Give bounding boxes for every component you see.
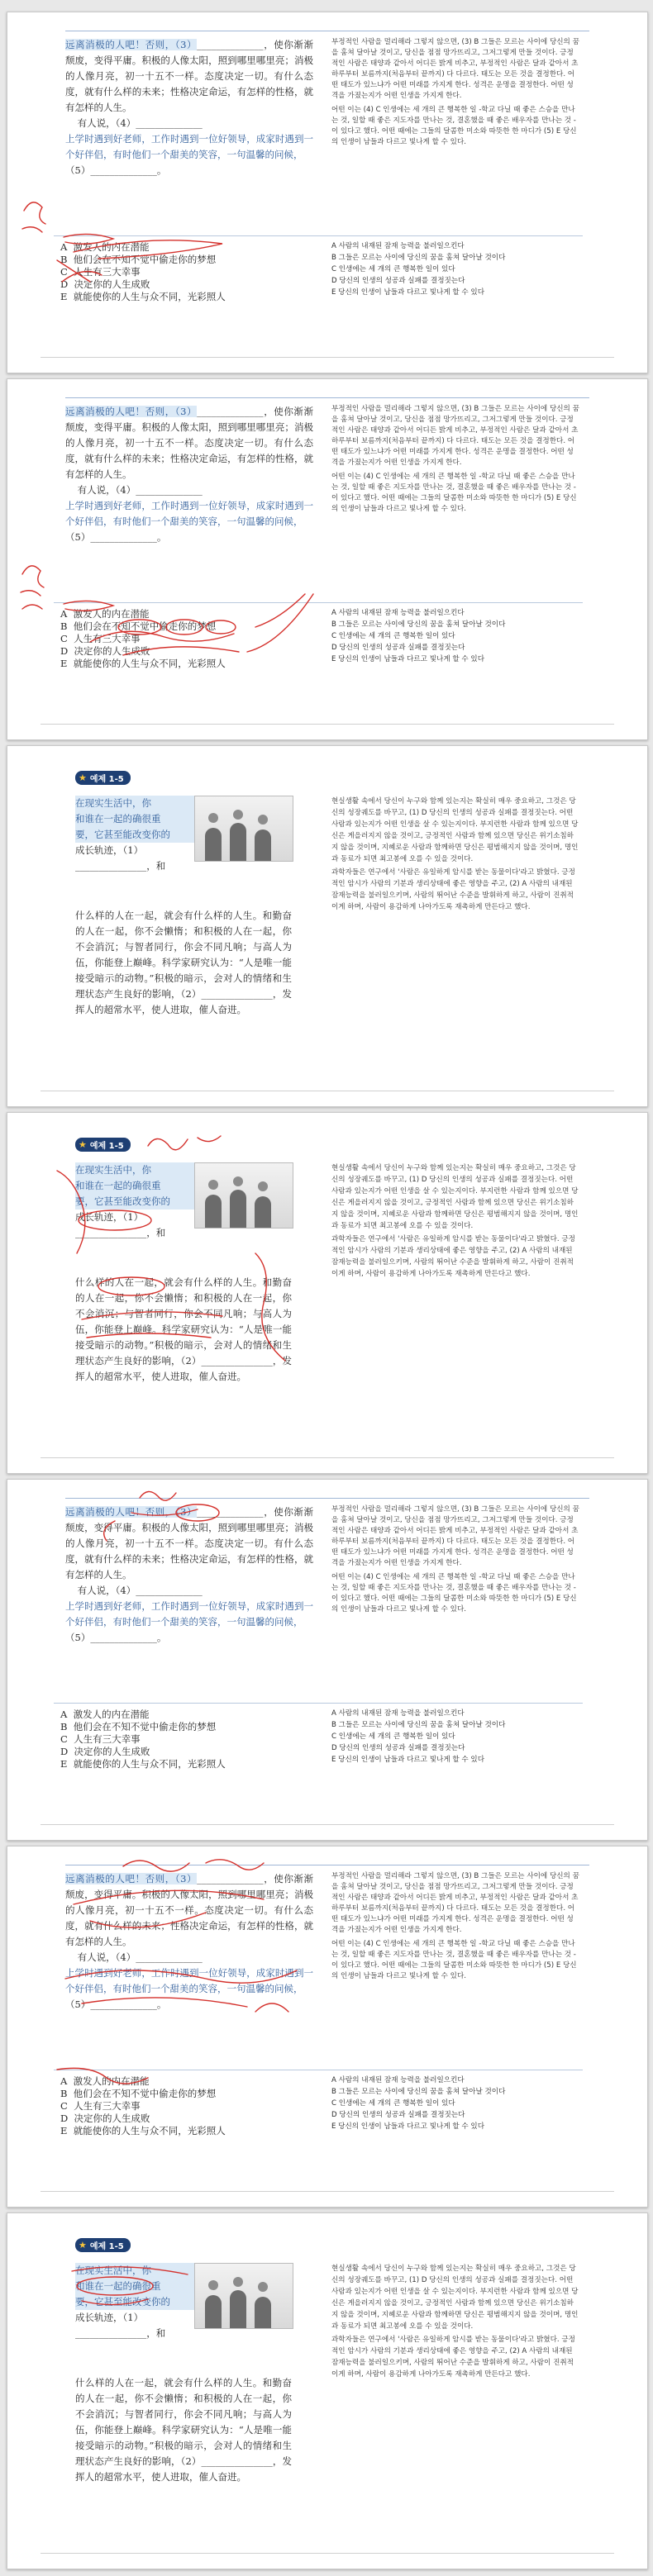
ko-choice-letter: E: [331, 288, 336, 297]
slide-example-clean: [7, 745, 648, 1107]
ko-choice: [331, 654, 579, 665]
ko-choice: [331, 620, 579, 630]
choice-text: 他们会在不知不觉中偷走你的梦想: [73, 2088, 217, 2099]
choices-korean: [331, 2075, 579, 2133]
passage-chinese: [65, 1871, 313, 2013]
slide-passage-annotated-2: [7, 1479, 648, 1841]
choices-chinese: [60, 241, 308, 303]
choice-text: 决定你的人生成败: [74, 645, 150, 657]
people-photo: [194, 2263, 293, 2329]
example-chinese-body: 什么样的人在一起，就会有什么样的人生。和勤奋的人在一起，你不会懒惰；和积极的人在一起，你不会消沉；与智者同行，你会不同凡响；与高人为伍，你能登上巅峰。科学家研究认为：“人是唯一能接受暗示的动物。”积极的暗示，会对人的情绪和生理状态产生良好的影响，（2）_______________，发挥人的超常水平，使人进取，催人奋进。: [75, 1276, 292, 1382]
choice-box: [54, 235, 583, 304]
choice-item: [60, 633, 308, 645]
choice-letter: A: [60, 2075, 68, 2087]
choice-item: [60, 2113, 308, 2125]
choices-chinese: [60, 2075, 308, 2137]
choice-letter: C: [60, 2100, 68, 2112]
choice-item: [60, 1709, 308, 1721]
bottom-rule: [41, 2553, 614, 2554]
ko-choice-letter: A: [331, 2076, 336, 2084]
slide-example-annotated: [7, 1112, 648, 1474]
korean-paragraph-1: 부정적인 사람을 멀리해라 그렇지 않으면, (3) B 그들은 모르는 사이에 당신의 꿈을 훔쳐 달아날 것이고, 당신을 점점 망가뜨리고, 그저그렇게 만들 것이다. 긍정적인 사람은 태양과 같아서 어디든 밝게 비추고, 부정적인 사람은 달과 같아서 초하루부터 보름까지(처음부터 끝까지) 다 다르다. 태도는 모든 것을 결정한다. 어떤 태도가 있느냐가 어떤 미래를 가지게 한다. 성격은 운명을 결정한다. 어떤 성격을 가졌는지가 어떤 인생을 가지게 한다.: [331, 38, 579, 100]
passage-paragraph-2-blue: 上学时遇到好老师，工作时遇到一位好领导，成家时遇到一个好伴侣，有时他们一个甜美的笑容，一句温馨的问候，: [65, 1600, 313, 1628]
example-chinese-body: 什么样的人在一起，就会有什么样的人生。和勤奋的人在一起，你不会懒惰；和积极的人在一起，你不会消沉；与智者同行，你会不同凡响；与高人为伍，你能登上巅峰。科学家研究认为：“人是唯一能接受暗示的动物。”积极的暗示，会对人的情绪和生理状态产生良好的影响，（2）_______________，发挥人的超常水平，使人进取，催人奋进。: [75, 2377, 292, 2483]
ko-choice-text: 당신의 인생의 성공과 실패를 결정짓는다: [339, 2111, 465, 2119]
choice-text: 就能使你的人生与众不同，光彩照人: [73, 2125, 226, 2136]
choice-item: [60, 291, 308, 303]
ko-choice-letter: B: [331, 1721, 336, 1729]
example-korean: [331, 1162, 579, 1280]
ko-choice-text: 사람의 내재된 잠재 능력을 불러일으킨다: [338, 242, 465, 250]
ko-choice-text: 당신의 인생이 남들과 다르고 빛나게 할 수 있다: [338, 1756, 485, 1764]
choice-text: 就能使你的人生与众不同，光彩照人: [73, 658, 226, 669]
choice-item: [60, 2125, 308, 2137]
choice-item: [60, 1733, 308, 1746]
passage-chinese: [65, 1504, 313, 1646]
choice-text: 决定你的人生成败: [74, 2113, 150, 2124]
ko-choice-text: 인생에는 세 개의 큰 행복한 일이 있다: [338, 265, 455, 273]
ko-choice: [331, 264, 579, 275]
ko-choice-text: 사람의 내재된 잠재 능력을 불러일으킨다: [338, 609, 465, 617]
ko-choice: [331, 2110, 579, 2121]
zh-line: 在现实生活中，你: [75, 796, 292, 811]
passage-paragraph-2-head: 有人说，（4）: [77, 1585, 136, 1596]
ko-choice: [331, 253, 579, 264]
passage-korean: [331, 37, 579, 148]
blank-4: ______________: [136, 117, 203, 129]
zh-line: _______________，和: [75, 860, 166, 872]
ko-choice-letter: B: [331, 2088, 336, 2096]
period: 。: [156, 164, 167, 176]
blank-5-label: （5）: [65, 531, 91, 543]
ko-choice: [331, 2098, 579, 2109]
choice-text: 决定你的人生成败: [74, 278, 150, 290]
zh-line: 成长轨迹，（1）: [75, 1211, 144, 1223]
ko-choice-text: 사람의 내재된 잠재 능력을 불러일으킨다: [338, 2076, 465, 2084]
zh-line: 和谁在一起的确很重: [75, 811, 292, 827]
choice-item: [60, 2088, 308, 2100]
star-icon: ★: [79, 772, 87, 783]
ko-body-1: 현실생활 속에서 당신이 누구와 함께 있는지는 확실히 매우 중요하고, 그것은 당신의 성장궤도를 바꾸고, (1) D 당신의 인생의 성공과 실패를 결정짓는다. 어떤 사람과 있는지가 어떤 인생을 살 수 있는지이다. 부지런한 사람과 함께 있으면 당신은 게을러지지 않을 것이고, 긍정적인 사람과 함께 있으면 당신은 위기소침하지 않을 것이며, 지혜로운 사람과 함께하면 당신은 평범해지지 않을 것이며, 명인과 동료가 되면 최고봉에 오를 수 있을 것이다.: [331, 2265, 579, 2331]
star-icon: ★: [79, 2239, 87, 2250]
period: 。: [156, 1999, 167, 2010]
choice-text: 就能使你的人生与众不同，光彩照人: [73, 1758, 226, 1770]
ko-choice-letter: E: [331, 2122, 336, 2131]
passage-paragraph-2-blue: 上学时遇到好老师，工作时遇到一位好领导，成家时遇到一个好伴侣，有时他们一个甜美的笑容，一句温馨的问候，: [65, 133, 313, 160]
choice-letter: B: [60, 254, 68, 265]
choice-item: [60, 266, 308, 278]
ko-body-2: 과학자들은 연구에서 '사람은 유일하게 암시를 받는 동물이다'라고 밝혔다. 긍정적인 암시가 사람의 기분과 생리상태에 좋은 영향을 주고, (2) A 사람의 내재된 잠재능력을 불러일으키며, 사람의 뛰어난 수준을 발휘하게 하고, 사람이 진취적이게 하며, 사람이 용감하게 나아가도록 재촉하게 만든다고 했다.: [331, 868, 575, 911]
blank-3: ______________: [197, 406, 264, 417]
ko-choice: [331, 1743, 579, 1754]
choice-item: [60, 645, 308, 658]
choice-letter: E: [60, 658, 68, 669]
ko-choice-letter: C: [331, 1732, 337, 1741]
choice-text: 激发人的内在潜能: [73, 2075, 150, 2087]
choice-item: [60, 1746, 308, 1758]
zh-line: _______________，和: [75, 2327, 166, 2339]
passage-paragraph-1: ，使你渐渐颓废，变得平庸。积极的人像太阳，照到哪里哪里亮；消极的人像月亮，初一十五不一样。态度决定一切。有什么态度，就有什么样的未来；性格决定命运，有怎样的性格，就有怎样的人生。: [65, 406, 313, 480]
choice-item: [60, 1721, 308, 1733]
passage-chinese: [65, 404, 313, 545]
ko-choice-letter: E: [331, 655, 336, 663]
choice-letter: B: [60, 1721, 68, 1732]
blank-5: ______________: [90, 1632, 157, 1643]
ko-choice-letter: A: [331, 1709, 336, 1718]
zh-line: 要，它甚至能改变你的: [75, 1194, 292, 1210]
ko-choice-text: 인생에는 세 개의 큰 행복한 일이 있다: [338, 2099, 455, 2108]
top-rule: [65, 1498, 589, 1499]
choice-item: [60, 254, 308, 266]
star-icon: ★: [79, 1138, 87, 1150]
ko-choice: [331, 643, 579, 654]
passage-chinese: [65, 37, 313, 178]
korean-paragraph-2: 어떤 이는 (4) C 인생에는 세 개의 큰 행복한 일 -학교 다닐 때 좋은 스승을 만나는 것, 일할 때 좋은 지도자를 만나는 것, 결혼했을 때 좋은 배우자를 만나는 것 - 이 있다고 했다. 어떤 때에는 그들의 달콤한 미소와 따뜻한 한 마디가 (5) E 당신의 인생이 남들과 다르고 빛나게 할 수 있다.: [331, 1940, 577, 1980]
zh-line: 要，它甚至能改变你的: [75, 827, 292, 843]
choice-text: 人生有三大幸事: [74, 2100, 141, 2112]
choice-text: 就能使你的人生与众不同，光彩照人: [73, 291, 226, 302]
badge-pill: [75, 2238, 131, 2252]
choice-text: 人生有三大幸事: [74, 266, 141, 278]
choice-box: [54, 2070, 583, 2138]
ko-choice-text: 그들은 모르는 사이에 당신의 꿈을 훔쳐 달아날 것이다: [338, 620, 506, 629]
ko-choice: [331, 2122, 579, 2132]
zh-line: 要，它甚至能改变你的: [75, 2294, 292, 2310]
ko-choice-text: 사람의 내재된 잠재 능력을 불러일으킨다: [338, 1709, 465, 1718]
choice-letter: D: [60, 1746, 69, 1757]
zh-line: _______________，和: [75, 1227, 166, 1238]
choice-letter: C: [60, 266, 68, 278]
choice-letter: A: [60, 608, 68, 620]
choice-text: 激发人的内在潜能: [73, 241, 150, 253]
choices-chinese: [60, 1709, 308, 1770]
choice-item: [60, 2075, 308, 2088]
ko-body-1: 현실생활 속에서 당신이 누구와 함께 있는지는 확실히 매우 중요하고, 그것은 당신의 성장궤도를 바꾸고, (1) D 당신의 인생의 성공과 실패를 결정짓는다. 어떤 사람과 있는지가 어떤 인생을 살 수 있는지이다. 부지런한 사람과 함께 있으면 당신은 게을러지지 않을 것이고, 긍정적인 사람과 함께 있으면 당신은 위기소침하지 않을 것이며, 지혜로운 사람과 함께하면 당신은 평범해지지 않을 것이며, 명인과 동료가 되면 최고봉에 오를 수 있을 것이다.: [331, 1164, 579, 1230]
ko-choice-letter: A: [331, 609, 336, 617]
blank-5-label: （5）: [65, 1999, 91, 2010]
korean-paragraph-2: 어떤 이는 (4) C 인생에는 세 개의 큰 행복한 일 -학교 다닐 때 좋은 스승을 만나는 것, 일할 때 좋은 지도자를 만나는 것, 결혼했을 때 좋은 배우자를 만나는 것 - 이 있다고 했다. 어떤 때에는 그들의 달콤한 미소와 따뜻한 한 마디가 (5) E 당신의 인생이 남들과 다르고 빛나게 할 수 있다.: [331, 106, 577, 146]
choice-box: [54, 602, 583, 671]
choice-text: 激发人的内在潜能: [73, 1709, 150, 1720]
ko-choice-letter: D: [331, 277, 337, 285]
bottom-rule: [41, 2191, 614, 2192]
ko-choice-letter: D: [331, 1744, 337, 1752]
choice-text: 人生有三大幸事: [74, 633, 141, 644]
period: 。: [156, 1632, 167, 1643]
choice-text: 他们会在不知不觉中偷走你的梦想: [73, 1721, 217, 1732]
passage-korean: [331, 1504, 579, 1615]
passage-paragraph-1: ，使你渐渐颓废，变得平庸。积极的人像太阳，照到哪里哪里亮；消极的人像月亮，初一十五不一样。态度决定一切。有什么态度，就有什么样的未来；性格决定命运，有怎样的性格，就有怎样的人生。: [65, 1873, 313, 1947]
blank-5: ______________: [90, 531, 157, 543]
choice-item: [60, 620, 308, 633]
ko-choice-text: 당신의 인생이 남들과 다르고 빛나게 할 수 있다: [338, 2122, 485, 2131]
ko-body-2: 과학자들은 연구에서 '사람은 유일하게 암시를 받는 동물이다'라고 밝혔다. 긍정적인 암시가 사람의 기분과 생리상태에 좋은 영향을 주고, (2) A 사람의 내재된 잠재능력을 불러일으키며, 사람의 뛰어난 수준을 발휘하게 하고, 사람이 진취적이게 하며, 사람이 용감하게 나아가도록 재촉하게 만든다고 했다.: [331, 2336, 575, 2379]
ko-body-2: 과학자들은 연구에서 '사람은 유일하게 암시를 받는 동물이다'라고 밝혔다. 긍정적인 암시가 사람의 기분과 생리상태에 좋은 영향을 주고, (2) A 사람의 내재된 잠재능력을 불러일으키며, 사람의 뛰어난 수준을 발휘하게 하고, 사람이 진취적이게 하며, 사람이 용감하게 나아가도록 재촉하게 만든다고 했다.: [331, 1235, 575, 1278]
ko-choice-letter: B: [331, 620, 336, 629]
bottom-rule: [41, 724, 614, 725]
choices-korean: [331, 241, 579, 299]
example-badge: [75, 2238, 131, 2251]
zh-line: 成长轨迹，（1）: [75, 2312, 144, 2323]
choice-item: [60, 658, 308, 670]
ko-choice-letter: D: [331, 644, 337, 652]
korean-paragraph-1: 부정적인 사람을 멀리해라 그렇지 않으면, (3) B 그들은 모르는 사이에 당신의 꿈을 훔쳐 달아날 것이고, 당신을 점점 망가뜨리고, 그저그렇게 만들 것이다. 긍정적인 사람은 태양과 같아서 어디든 밝게 비추고, 부정적인 사람은 달과 같아서 초하루부터 보름까지(처음부터 끝까지) 다 다르다. 태도는 모든 것을 결정한다. 어떤 태도가 있느냐가 어떤 미래를 가지게 한다. 성격은 운명을 결정한다. 어떤 성격을 가졌는지가 어떤 인생을 가지게 한다.: [331, 1872, 579, 1934]
blank-3: ______________: [197, 1873, 264, 1884]
blank-4: ______________: [136, 1585, 203, 1596]
blank-5-label: （5）: [65, 164, 91, 176]
passage-title: 远离消极的人吧！否则，（3）: [65, 1506, 198, 1518]
choice-item: [60, 608, 308, 620]
passage-paragraph-1: ，使你渐渐颓废，变得平庸。积极的人像太阳，照到哪里哪里亮；消极的人像月亮，初一十五不一样。态度决定一切。有什么态度，就有什么样的未来；性格决定命运，有怎样的性格，就有怎样的人生。: [65, 1506, 313, 1580]
zh-line: 在现实生活中，你: [75, 1162, 292, 1178]
ko-choice-text: 당신의 인생의 성공과 실패를 결정짓는다: [339, 644, 465, 652]
zh-line: 和谁在一起的确很重: [75, 1178, 292, 1194]
passage-paragraph-2-head: 有人说，（4）: [77, 117, 136, 129]
ko-choice-text: 인생에는 세 개의 큰 행복한 일이 있다: [338, 1732, 455, 1741]
choice-item: [60, 241, 308, 254]
ko-choice: [331, 608, 579, 619]
ko-choice: [331, 1755, 579, 1766]
ko-choice-letter: C: [331, 265, 337, 273]
bottom-rule: [41, 1457, 614, 1458]
ko-choice-text: 그들은 모르는 사이에 당신의 꿈을 훔쳐 달아날 것이다: [338, 254, 506, 262]
badge-label: 예제 1-5: [89, 774, 124, 784]
ko-choice-text: 인생에는 세 개의 큰 행복한 일이 있다: [338, 632, 455, 640]
period: 。: [156, 531, 167, 543]
ko-choice: [331, 2075, 579, 2086]
example-korean: [331, 796, 579, 913]
badge-pill: [75, 1138, 131, 1152]
people-photo: [194, 1162, 293, 1229]
choice-text: 人生有三大幸事: [74, 1733, 141, 1745]
passage-title: 远离消极的人吧！否则，（3）: [65, 406, 198, 417]
korean-paragraph-1: 부정적인 사람을 멀리해라 그렇지 않으면, (3) B 그들은 모르는 사이에 당신의 꿈을 훔쳐 달아날 것이고, 당신을 점점 망가뜨리고, 그저그렇게 만들 것이다. 긍정적인 사람은 태양과 같아서 어디든 밝게 비추고, 부정적인 사람은 달과 같아서 초하루부터 보름까지(처음부터 끝까지) 다 다르다. 태도는 모든 것을 결정한다. 어떤 태도가 있느냐가 어떤 미래를 가지게 한다. 성격은 운명을 결정한다. 어떤 성격을 가졌는지가 어떤 인생을 가지게 한다.: [331, 405, 579, 467]
choice-letter: A: [60, 1709, 68, 1720]
blank-3: ______________: [197, 39, 264, 50]
zh-line: 在现实生活中，你: [75, 2263, 292, 2279]
ko-choice-text: 당신의 인생의 성공과 실패를 결정짓는다: [339, 1744, 465, 1752]
choice-item: [60, 278, 308, 291]
ko-choice-letter: B: [331, 254, 336, 262]
passage-korean: [331, 1871, 579, 1982]
choices-korean: [331, 1709, 579, 1766]
ko-choice-letter: D: [331, 2111, 337, 2119]
ko-choice: [331, 241, 579, 252]
ko-choice-letter: A: [331, 242, 336, 250]
passage-paragraph-1: ，使你渐渐颓废，变得平庸。积极的人像太阳，照到哪里哪里亮；消极的人像月亮，初一十五不一样。态度决定一切。有什么态度，就有什么样的未来；性格决定命运，有怎样的性格，就有怎样的人生。: [65, 39, 313, 113]
choice-letter: B: [60, 2088, 68, 2099]
bottom-rule: [41, 1824, 614, 1825]
passage-paragraph-2-blue: 上学时遇到好老师，工作时遇到一位好领导，成家时遇到一个好伴侣，有时他们一个甜美的笑容，一句温馨的问候，: [65, 500, 313, 527]
example-badge: [75, 771, 131, 784]
example-korean: [331, 2263, 579, 2380]
choice-text: 他们会在不知不觉中偷走你的梦想: [73, 620, 217, 632]
choice-letter: C: [60, 1733, 68, 1745]
ko-body-1: 현실생활 속에서 당신이 누구와 함께 있는지는 확실히 매우 중요하고, 그것은 당신의 성장궤도를 바꾸고, (1) D 당신의 인생의 성공과 실패를 결정짓는다. 어떤 사람과 있는지가 어떤 인생을 살 수 있는지이다. 부지런한 사람과 함께 있으면 당신은 게을러지지 않을 것이고, 긍정적인 사람과 함께 있으면 당신은 위기소침하지 않을 것이며, 지혜로운 사람과 함께하면 당신은 평범해지지 않을 것이며, 명인과 동료가 되면 최고봉에 오를 수 있을 것이다.: [331, 797, 579, 863]
choice-letter: E: [60, 291, 68, 302]
choice-letter: D: [60, 645, 69, 657]
passage-title: 远离消极的人吧！否则，（3）: [65, 1873, 198, 1884]
choice-letter: D: [60, 278, 69, 290]
slide-passage-annotated: [7, 378, 648, 740]
ko-choice: [331, 631, 579, 642]
korean-paragraph-2: 어떤 이는 (4) C 인생에는 세 개의 큰 행복한 일 -학교 다닐 때 좋은 스승을 만나는 것, 일할 때 좋은 지도자를 만나는 것, 결혼했을 때 좋은 배우자를 만나는 것 - 이 있다고 했다. 어떤 때에는 그들의 달콤한 미소와 따뜻한 한 마디가 (5) E 당신의 인생이 남들과 다르고 빛나게 할 수 있다.: [331, 473, 577, 513]
choice-letter: E: [60, 2125, 68, 2136]
ko-choice-letter: C: [331, 632, 337, 640]
korean-paragraph-2: 어떤 이는 (4) C 인생에는 세 개의 큰 행복한 일 -학교 다닐 때 좋은 스승을 만나는 것, 일할 때 좋은 지도자를 만나는 것, 결혼했을 때 좋은 배우자를 만나는 것 - 이 있다고 했다. 어떤 때에는 그들의 달콤한 미소와 따뜻한 한 마디가 (5) E 당신의 인생이 남들과 다르고 빛나게 할 수 있다.: [331, 1573, 577, 1614]
ko-choice-text: 그들은 모르는 사이에 당신의 꿈을 훔쳐 달아날 것이다: [338, 2088, 506, 2096]
badge-pill: [75, 771, 131, 785]
passage-paragraph-2-head: 有人说，（4）: [77, 1951, 136, 1963]
choice-box: [54, 1703, 583, 1771]
ko-choice-letter: C: [331, 2099, 337, 2108]
badge-label: 예제 1-5: [89, 1141, 124, 1151]
ko-choice: [331, 276, 579, 287]
ko-choice-text: 그들은 모르는 사이에 당신의 꿈을 훔쳐 달아날 것이다: [338, 1721, 506, 1729]
top-rule: [65, 397, 589, 398]
slide-example-annotated-2: [7, 2212, 648, 2569]
ko-choice-text: 당신의 인생의 성공과 실패를 결정짓는다: [339, 277, 465, 285]
blank-3: ______________: [197, 1506, 264, 1518]
choice-letter: C: [60, 633, 68, 644]
ko-choice: [331, 1720, 579, 1731]
choice-item: [60, 1758, 308, 1770]
choices-chinese: [60, 608, 308, 670]
blank-5: ______________: [90, 1999, 157, 2010]
ko-choice-letter: E: [331, 1756, 336, 1764]
zh-line: 和谁在一起的确很重: [75, 2279, 292, 2294]
passage-korean: [331, 404, 579, 515]
passage-paragraph-2-blue: 上学时遇到好老师，工作时遇到一位好领导，成家时遇到一个好伴侣，有时他们一个甜美的笑容，一句温馨的问候，: [65, 1967, 313, 1994]
ko-choice: [331, 288, 579, 298]
zh-line: 成长轨迹，（1）: [75, 844, 144, 856]
ko-choice-text: 당신의 인생이 남들과 다르고 빛나게 할 수 있다: [338, 288, 485, 297]
choice-letter: B: [60, 620, 68, 632]
ko-choice: [331, 2087, 579, 2098]
blank-4: ______________: [136, 484, 203, 496]
choice-letter: D: [60, 2113, 69, 2124]
people-photo: [194, 796, 293, 862]
choice-text: 激发人的内在潜能: [73, 608, 150, 620]
ko-choice: [331, 1732, 579, 1742]
korean-paragraph-1: 부정적인 사람을 멀리해라 그렇지 않으면, (3) B 그들은 모르는 사이에 당신의 꿈을 훔쳐 달아날 것이고, 당신을 점점 망가뜨리고, 그저그렇게 만들 것이다. 긍정적인 사람은 태양과 같아서 어디든 밝게 비추고, 부정적인 사람은 달과 같아서 초하루부터 보름까지(처음부터 끝까지) 다 다르다. 태도는 모든 것을 결정한다. 어떤 태도가 있느냐가 어떤 미래를 가지게 한다. 성격은 운명을 결정한다. 어떤 성격을 가졌는지가 어떤 인생을 가지게 한다.: [331, 1505, 579, 1567]
choice-text: 决定你的人生成败: [74, 1746, 150, 1757]
blank-5: ______________: [90, 164, 157, 176]
passage-paragraph-2-head: 有人说，（4）: [77, 484, 136, 496]
choice-item: [60, 2100, 308, 2113]
choice-text: 他们会在不知不觉中偷走你的梦想: [73, 254, 217, 265]
ko-choice: [331, 1709, 579, 1719]
example-badge: [75, 1138, 131, 1151]
passage-title: 远离消极的人吧！否则，（3）: [65, 39, 198, 50]
blank-4: ______________: [136, 1951, 203, 1963]
slide-passage-annotated-3: [7, 1846, 648, 2208]
choices-korean: [331, 608, 579, 666]
ko-choice-text: 당신의 인생이 남들과 다르고 빛나게 할 수 있다: [338, 655, 485, 663]
slide-passage-clean: [7, 12, 648, 373]
choice-letter: A: [60, 241, 68, 253]
blank-5-label: （5）: [65, 1632, 91, 1643]
badge-label: 예제 1-5: [89, 2241, 124, 2251]
bottom-rule: [41, 357, 614, 358]
choice-letter: E: [60, 1758, 68, 1770]
example-chinese-body: 什么样的人在一起，就会有什么样的人生。和勤奋的人在一起，你不会懒惰；和积极的人在一起，你不会消沉；与智者同行，你会不同凡响；与高人为伍，你能登上巅峰。科学家研究认为：“人是唯一能接受暗示的动物。”积极的暗示，会对人的情绪和生理状态产生良好的影响，（2）_______________，发挥人的超常水平，使人进取，催人奋进。: [75, 910, 292, 1015]
